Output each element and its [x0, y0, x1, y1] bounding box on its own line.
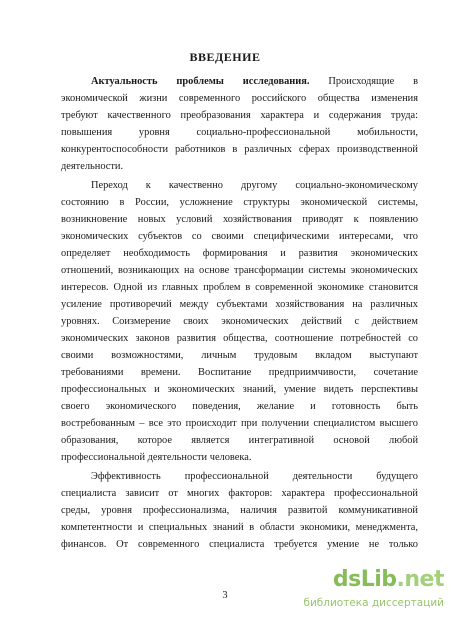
text-line [61, 298, 418, 312]
text-line [61, 434, 418, 448]
text-line [61, 213, 418, 227]
line-text: отношений, возникающих на основе трансформации системы экономических [61, 265, 418, 277]
line-text: компетентности и специальных знаний в области экономики, менеджмента, [61, 522, 418, 534]
text-line [91, 470, 418, 484]
line-text: профессиональных и экономических знаний, умение видеть перспективы [61, 384, 418, 396]
line-text: специалиста зависит от многих факторов: характера профессиональной [61, 488, 418, 500]
line-text: интересов. Одной из главных проблем в современной экономике становится [61, 282, 418, 294]
text-line [91, 179, 418, 193]
line-text: требованиями времени. Воспитание предприимчивости, сочетание [61, 367, 418, 379]
line-text: своего экономического поведения, желание и готовность быть [61, 401, 418, 413]
text-line [61, 521, 418, 535]
line-text: Эффективность профессиональной деятельности будущего [91, 471, 418, 483]
dslib-watermark [303, 567, 450, 617]
text-line [61, 230, 418, 244]
line-text: среды, уровня профессионализма, наличия развитой коммуникативной [61, 505, 418, 517]
line-text: образования, которое является интегративной основой любой [61, 435, 418, 447]
line-text: своими возможностями, личным трудовым вкладом выступают [61, 350, 418, 362]
text-line [61, 451, 418, 465]
line-text: экономических субъектов со своими специфическими интересами, что [61, 231, 418, 243]
line-text: определяет необходимость формирования и развития экономических [61, 248, 418, 260]
text-line [61, 487, 418, 501]
text-line [91, 75, 418, 89]
text-line [61, 315, 418, 329]
text-line [61, 383, 418, 397]
text-line [61, 349, 418, 363]
text-line [61, 143, 418, 157]
text-line [61, 366, 418, 380]
line-text: финансов. От современного специалиста требуется умение не только [61, 539, 418, 551]
text-line [61, 109, 418, 123]
text-line [61, 247, 418, 261]
line-text: усиление противоречий между субъектами хозяйствования на различных [61, 299, 418, 311]
line-text: Переход к качественно другому социально-экономическому [91, 180, 418, 192]
text-line [61, 417, 418, 431]
text-line [61, 400, 418, 414]
line-text: экономических законов развития общества, соотношение потребностей со [61, 333, 418, 345]
page-number: 3 [222, 590, 228, 601]
line-text: состоянию в России, усложнение структуры экономической системы, [61, 197, 418, 209]
line-text: повышения уровня социально-профессиональной мобильности, [61, 127, 418, 138]
text-line [61, 160, 418, 174]
text-line [61, 538, 418, 552]
text-line [61, 504, 418, 518]
line-text: профессиональной деятельности человека. [61, 452, 252, 464]
line-text: требуют качественного преобразования характера и содержания труда: [61, 110, 418, 121]
text-line [61, 264, 418, 278]
watermark-logo [333, 567, 444, 592]
watermark-logo-main: dsLib [332, 567, 397, 592]
text-line [61, 332, 418, 346]
line-text: востребованным – все это происходит при получении специалистом высшего [61, 418, 418, 430]
watermark-logo-domain: .net [396, 567, 444, 592]
line-text: Происходящие в [309, 76, 418, 87]
watermark-subtitle: библиотека диссертаций [303, 597, 444, 609]
line-text: возникновение новых условий хозяйствования приводят к появлению [61, 214, 418, 226]
bold-heading-text: Актуальность проблемы исследования. [91, 76, 310, 87]
line-text: уровнях. Соизмерение своих экономических действий с действием [61, 316, 418, 328]
text-line [61, 196, 418, 210]
line-text: деятельности. [61, 161, 124, 172]
line-text: экономической жизни современного российского общества изменения [61, 93, 418, 104]
text-line [61, 126, 418, 140]
text-line [61, 281, 418, 295]
text-line [61, 92, 418, 106]
document-title: ВВЕДЕНИЕ [189, 50, 261, 64]
line-text: конкурентоспособности работников в различных сферах производственной [61, 144, 418, 155]
